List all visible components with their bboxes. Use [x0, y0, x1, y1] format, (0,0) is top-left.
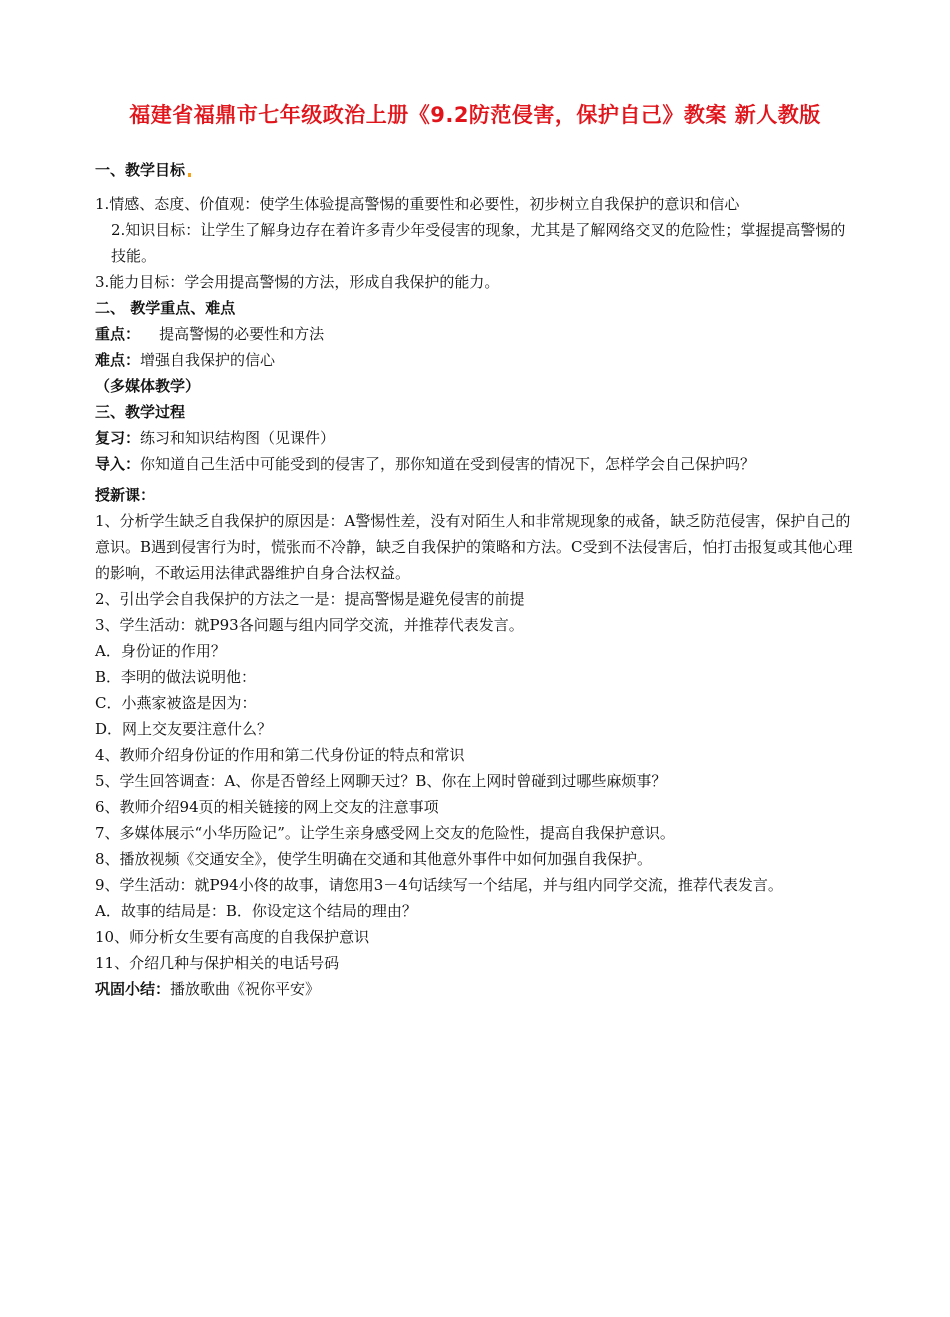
lesson-item-6: 6、教师介绍94页的相关链接的网上交友的注意事项 — [95, 798, 439, 816]
lesson-item-7: 7、多媒体展示“小华历险记”。让学生亲身感受网上交友的危险性，提高自我保护意识。 — [95, 824, 675, 842]
key-label: 重点： — [95, 325, 141, 343]
goal-2: 2.知识目标：让学生了解身边存在着许多青少年受侵害的现象，尤其是了解网络交叉的危险性；掌握提高警惕的技能。 — [111, 221, 846, 265]
intro — [95, 451, 860, 477]
lesson-item-3a: A．身份证的作用？ — [95, 642, 226, 660]
lesson-item-8: 8、播放视频《交通安全》，使学生明确在交通和其他意外事件中如何加强自我保护。 — [95, 850, 653, 868]
review-text: 练习和知识结构图（见课件） — [140, 429, 336, 447]
lesson-item-10: 10、师分析女生要有高度的自我保护意识 — [95, 928, 370, 946]
lesson-item-9a: A．故事的结局是：B．你设定这个结局的理由？ — [95, 902, 417, 920]
document-title: 福建省福鼎市七年级政治上册《9.2防范侵害，保护自己》教案 新人教版 — [129, 103, 821, 127]
summary-label: 巩固小结： — [95, 980, 171, 998]
lesson-item-2: 2、引出学会自我保护的方法之一是：提高警惕是避免侵害的前提 — [95, 590, 525, 608]
summary — [95, 976, 860, 1002]
section-heading-goals: 一、教学目标 — [95, 157, 860, 183]
intro-label: 导入： — [95, 455, 141, 473]
intro-text: 你知道自己生活中可能受到的侵害了，那你知道在受到侵害的情况下，怎样学会自己保护吗？ — [140, 455, 756, 473]
new-lesson-label: 授新课： — [95, 486, 156, 504]
section-heading-keypoints: 二、 教学重点、难点 — [95, 299, 236, 317]
key-text: 提高警惕的必要性和方法 — [159, 325, 325, 343]
section-heading-process: 三、教学过程 — [95, 403, 186, 421]
lesson-item-3d: D．网上交友要注意什么？ — [95, 720, 273, 738]
document-body — [95, 157, 860, 1002]
lesson-item-3b: B．李明的做法说明他： — [95, 668, 257, 686]
diff-label: 难点： — [95, 351, 141, 369]
summary-text: 播放歌曲《祝你平安》 — [170, 980, 321, 998]
lesson-item-11: 11、介绍几种与保护相关的电话号码 — [95, 954, 340, 972]
difficult-point — [95, 347, 860, 373]
lesson-item-3: 3、学生活动：就P93各问题与组内同学交流，并推荐代表发言。 — [95, 616, 524, 634]
lesson-item-3c: C．小燕家被盗是因为： — [95, 694, 257, 712]
diff-text: 增强自我保护的信心 — [140, 351, 276, 369]
ink-mark — [188, 173, 191, 177]
review-label: 复习： — [95, 429, 141, 447]
lesson-item-9: 9、学生活动：就P94小佟的故事，请您用3－4句话续写一个结尾，并与组内同学交流，推荐代表发言。 — [95, 876, 783, 894]
goal-1: 1.情感、态度、价值观：使学生体验提高警惕的重要性和必要性，初步树立自我保护的意识和信心 — [95, 195, 740, 213]
lesson-item-1: 1、分析学生缺乏自我保护的原因是：A警惕性差，没有对陌生人和非常规现象的戒备，缺乏防范侵害，保护自己的意识。B遇到侵害行为时，慌张而不冷静，缺乏自我保护的策略和方法。C受到不法侵害后，怕打击报复或其他心理的影响，不敢运用法律武器维护自身合法权益。 — [95, 512, 853, 582]
lesson-item-4: 4、教师介绍身份证的作用和第二代身份证的特点和常识 — [95, 746, 465, 764]
key-point — [95, 321, 860, 347]
multimedia-note: （多媒体教学） — [95, 377, 201, 395]
lesson-item-5: 5、学生回答调查：A、你是否曾经上网聊天过？B、你在上网时曾碰到过哪些麻烦事？ — [95, 772, 667, 790]
review — [95, 425, 860, 451]
goal-3: 3.能力目标：学会用提高警惕的方法，形成自我保护的能力。 — [95, 273, 500, 291]
